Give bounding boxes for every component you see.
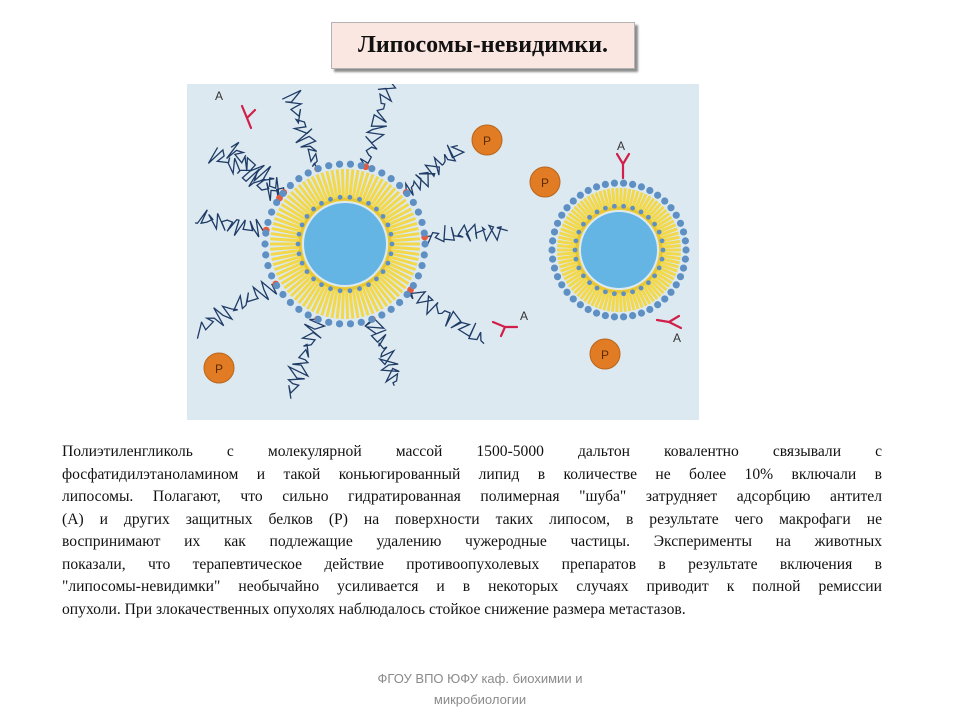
antibody-icon: [215, 89, 255, 128]
plain-liposome: [548, 180, 689, 321]
protein-label: Р: [482, 134, 492, 148]
stealth-liposome: [261, 161, 428, 328]
antibody-label: А: [673, 331, 682, 345]
paragraph-line: (А) и других защитных белков (Р) на поверхности таких липосом, в результате чего макрофаги не: [62, 510, 882, 528]
antibody-label: А: [520, 309, 529, 323]
paragraph-line: показали, что терапевтическое действие противоопухолевых препаратов в результате включения в: [62, 555, 882, 573]
paragraph-line: фосфатидилэтаноламином и такой коньюгированный липид в количестве не более 10% включали в: [62, 465, 882, 483]
protein-icon: [530, 167, 560, 197]
slide-title-box: [331, 22, 635, 69]
liposome-figure: [187, 84, 699, 420]
protein-label: Р: [540, 176, 550, 190]
footer-line: ФГОУ ВПО ЮФУ каф. биохимии и: [377, 671, 583, 686]
antibody-label: А: [617, 139, 626, 153]
antibody-icon: [657, 316, 681, 345]
paragraph-line: воспринимают их как подлежащие удалению чужеродные частицы. Эксперименты на животных: [62, 533, 882, 550]
protein-icon: [204, 353, 234, 383]
paragraph-line: Полиэтиленгликоль с молекулярной массой 1500-5000 дальтон ковалентно связывали с: [62, 443, 882, 460]
antibody-label: А: [215, 89, 224, 103]
paragraph-line: липосомы. Полагают, что сильно гидратированная полимерная "шуба" затрудняет адсорбцию антител: [62, 488, 882, 505]
paragraph-line: опухоли. При злокачественных опухолях наблюдалось стойкое снижение размера метастазов.: [62, 600, 686, 618]
footer-line: микробиологии: [433, 692, 527, 707]
protein-icon: [472, 125, 502, 155]
protein-label: Р: [214, 362, 224, 376]
footer-affiliation: [320, 668, 640, 710]
paragraph-line: "липосомы-невидимки" необычайно усиливается и в некоторых случаях приводит к полной ремиссии: [62, 578, 882, 595]
antibody-icon: [493, 309, 528, 336]
liposome-diagram: [187, 84, 699, 420]
protein-label: Р: [600, 348, 610, 362]
protein-icon: [590, 339, 620, 369]
antibody-icon: [617, 139, 629, 178]
slide-title: Липосомы-невидимки.: [357, 32, 609, 58]
description-paragraph: [62, 441, 882, 621]
